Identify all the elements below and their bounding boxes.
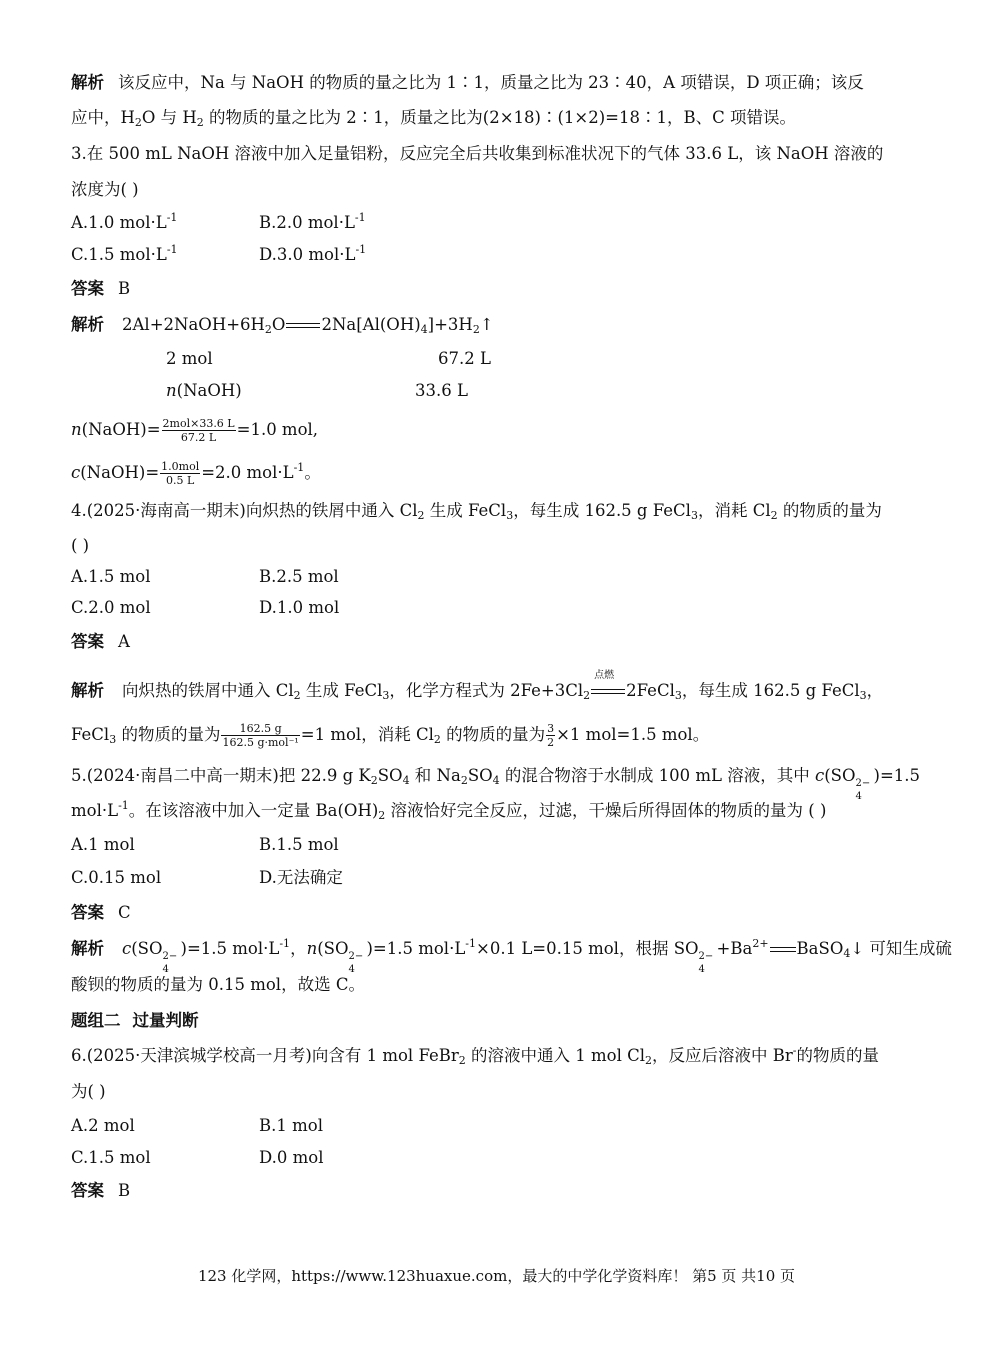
- q6-stem-line1: 6.(2025·天津滨城学校高一月考)向含有 1 mol FeBr$_2$ 的溶液中通入 1 mol $Cl_2$，反应后溶液中 Br-的物质的量: [71, 1044, 880, 1067]
- q5-answer: [71, 902, 131, 924]
- explain-label: 解析: [71, 315, 104, 334]
- q3-stem-line2: 浓度为( ): [71, 180, 139, 199]
- group2-label: 题组二: [71, 1011, 121, 1030]
- answer-label: 答案: [71, 903, 104, 922]
- q5-answer-value: C: [118, 903, 131, 922]
- q3-c-calc: c(NaOH)= $\frac{\text{1.0mol}}{0.5 L}$ =2.0 $mol\cdot L^{-1}$。: [71, 460, 321, 487]
- q3-answer: [71, 278, 130, 300]
- q3-equation: 解析 $2Al+2NaOH+6H_2O$ $2Na[Al(OH)_4]+3H_2↑$: [71, 315, 494, 336]
- q5-option-b: B.1.5 mol: [259, 835, 339, 854]
- q6-option-d: D.0 mol: [259, 1148, 324, 1167]
- q6-option-b: B.1 mol: [259, 1116, 323, 1135]
- answer-label: 答案: [71, 1181, 104, 1200]
- q3-n-calc: n(NaOH)= $\frac{\text{2mol×33.6 L}}{67.2 L}$ =1.0 mol,: [71, 417, 319, 444]
- q4-option-a: A.1.5 mol: [71, 567, 151, 586]
- q4-option-b: B.2.5 mol: [259, 567, 339, 586]
- q3-option-b: B.2.0 $mol\cdot L^{-1}$: [259, 211, 366, 232]
- q3-stem-line1: 3.在 500 mL NaOH 溶液中加入足量铝粉，反应完全后共收集到标准状况下的气体 33.6 L，该 NaOH 溶液的: [71, 144, 884, 163]
- q6-stem-line2: 为( ): [71, 1082, 106, 1101]
- q5-analysis-line1: 解析 c(SO 2− 4 )=1.5 $mol\cdot L^{-1}$，n(SO 2− 4 )=1.5 $mol\cdot L^{-1}\times 0.1$ L=0.15 mol，根据 SO 2− 4 $+Ba^{2+}$ BaSO$_4$↓ 可知生成硫: [71, 937, 952, 975]
- q5-option-d: D.无法确定: [259, 868, 343, 887]
- q4-option-c: C.2.0 mol: [71, 598, 151, 617]
- explain-label: 解析: [71, 939, 104, 958]
- q4-stem-line1: 4.(2025·海南高一期末)向炽热的铁屑中通入 $Cl_2$ 生成 FeCl$_3$，每生成 162.5 g FeCl$_3$，消耗 $Cl_2$ 的物质的量为: [71, 501, 882, 522]
- q2-analysis-line2: 应中，$H_2O$ 与 $H_2$ 的物质的量之比为 2∶1，质量之比为(2×18)∶(1×2)=18∶1，B、C 项错误。: [71, 108, 796, 129]
- q3-option-c: C.1.5 $mol\cdot L^{-1}$: [71, 243, 178, 264]
- q6-answer: [71, 1180, 130, 1202]
- fraction: $\frac{3}{2}$: [547, 722, 555, 749]
- answer-label: 答案: [71, 279, 104, 298]
- q5-stem-line2: $mol\cdot L^{-1}$。在该溶液中加入一定量 $Ba(OH)_2$ 溶液恰好完全反应，过滤，干燥后所得固体的物质的量为 ( ): [71, 799, 827, 822]
- q2-analysis-line1: 解析 该反应中，Na 与 NaOH 的物质的量之比为 1∶1，质量之比为 23∶40，A 项错误，D 项正确；该反: [71, 73, 864, 92]
- q4-analysis-line2: FeCl$_3$ 的物质的量为 $\frac{162.5 g}{\text{162.5 g·mol⁻¹}}$ =1 mol，消耗 $Cl_2$ 的物质的量为 $\frac{3}{2}$ ×1 mol=1.5 mol。: [71, 722, 710, 749]
- q5-stem-line1: 5.(2024·南昌二中高一期末)把 22.9 g $K_2SO_4$ 和 $Na_2SO_4$ 的混合物溶于水制成 100 mL 溶液，其中 c(SO 2− 4 )=1.5: [71, 766, 921, 802]
- q3-option-d: D.3.0 $mol\cdot L^{-1}$: [259, 243, 367, 264]
- q4-option-d: D.1.0 mol: [259, 598, 340, 617]
- q4-analysis-line1: 解析 向炽热的铁屑中通入 $Cl_2$ 生成 FeCl$_3$，化学方程式为 $2Fe+3Cl_2$ 点燃 2FeCl$_3$，每生成 162.5 g FeCl$_3$，: [71, 680, 883, 702]
- q5-option-c: C.0.15 mol: [71, 868, 162, 887]
- condition-label: 点燃: [594, 670, 615, 681]
- fraction: $\frac{\text{2mol×33.6 L}}{67.2 L}$: [162, 417, 235, 444]
- q3-row1-right: 67.2 L: [438, 349, 491, 368]
- q4-answer: [71, 631, 130, 653]
- group2-heading: [71, 1010, 199, 1032]
- q6-option-a: A.2 mol: [71, 1116, 135, 1135]
- explain-label: 解析: [71, 73, 104, 92]
- fraction: $\frac{\text{1.0mol}}{0.5 L}$: [161, 460, 200, 487]
- q3-row2-left: n(NaOH): [166, 381, 242, 400]
- q3-row1-left: 2 mol: [166, 349, 213, 368]
- answer-label: 答案: [71, 632, 104, 651]
- q5-analysis-line2: 酸钡的物质的量为 0.15 mol，故选 C。: [71, 975, 365, 994]
- group2-title: 过量判断: [132, 1011, 199, 1030]
- q5-option-a: A.1 mol: [71, 835, 135, 854]
- page-footer: 123 化学网，https://www.123huaxue.com，最大的中学化学资料库！ 第5 页 共10 页: [197, 1267, 796, 1285]
- q4-stem-line2: ( ): [71, 536, 90, 555]
- q6-option-c: C.1.5 mol: [71, 1148, 151, 1167]
- explain-label: 解析: [71, 681, 104, 700]
- q4-answer-value: A: [118, 632, 130, 651]
- q6-answer-value: B: [118, 1181, 131, 1200]
- q3-option-a: A.1.0 $mol\cdot L^{-1}$: [71, 211, 178, 232]
- q3-answer-value: B: [118, 279, 131, 298]
- q3-row2-right: 33.6 L: [415, 381, 468, 400]
- fraction: $\frac{162.5 g}{\text{162.5 g·mol⁻¹}}$: [222, 722, 299, 749]
